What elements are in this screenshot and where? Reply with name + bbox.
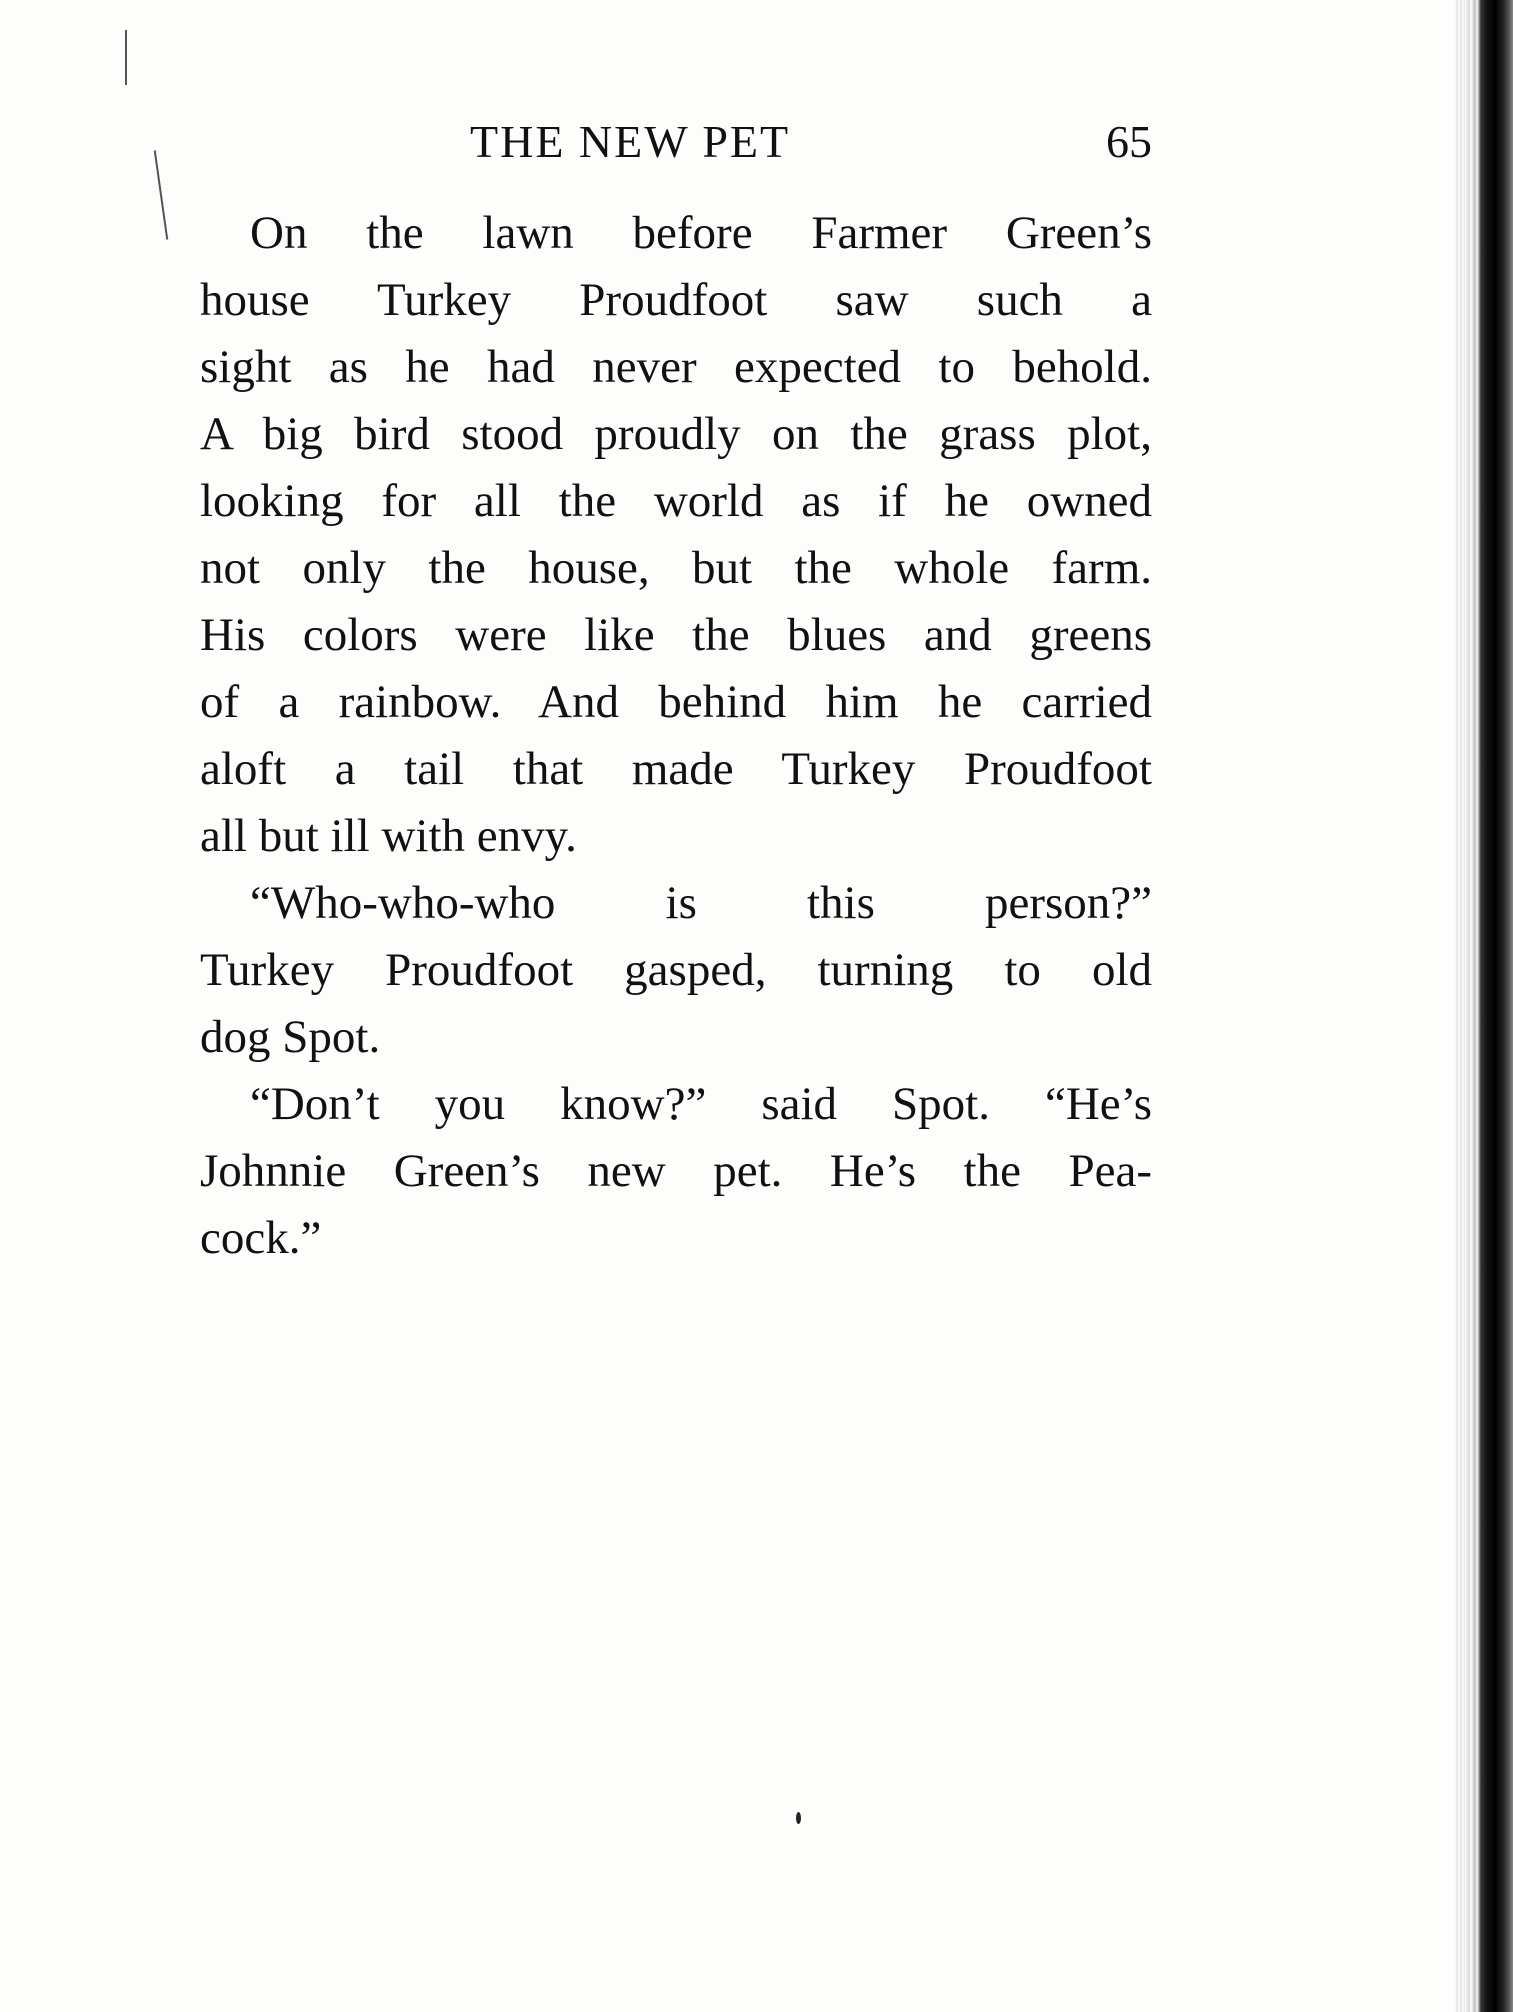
text-line: of a rainbow. And behind him he carried [200, 676, 1152, 728]
paragraph [200, 200, 1152, 870]
running-title: THE NEW PET [470, 116, 791, 167]
text-line: His colors were like the blues and greens [200, 609, 1152, 661]
text-line: cock.” [200, 1212, 322, 1264]
binding-edge-lines [1455, 0, 1465, 2012]
text-line: Johnnie Green’s new pet. He’s the Pea- [200, 1145, 1152, 1197]
body-text [200, 200, 1152, 1272]
page-number: 65 [1106, 116, 1152, 167]
text-line: “Don’t you know?” said Spot. “He’s [250, 1078, 1152, 1130]
text-line: Turkey Proudfoot gasped, turning to old [200, 944, 1152, 996]
paragraph [200, 870, 1152, 1071]
text-line: On the lawn before Farmer Green’s [250, 207, 1152, 259]
paragraph [200, 1071, 1152, 1272]
text-line: A big bird stood proudly on the grass plot, [200, 408, 1152, 460]
text-line: sight as he had never expected to behold. [200, 341, 1152, 393]
text-line: aloft a tail that made Turkey Proudfoot [200, 743, 1152, 795]
text-line: looking for all the world as if he owned [200, 475, 1152, 527]
text-line: house Turkey Proudfoot saw such a [200, 274, 1152, 326]
page-header [200, 112, 1152, 172]
ink-speck [796, 1812, 801, 1824]
text-line: “Who-who-who is this person?” [250, 877, 1152, 929]
text-line: not only the house, but the whole farm. [200, 542, 1152, 594]
text-line: all but ill with envy. [200, 810, 577, 862]
margin-scratch [125, 30, 127, 85]
margin-scratch [154, 150, 169, 239]
binding-gutter [1465, 0, 1513, 2012]
text-line: dog Spot. [200, 1011, 381, 1063]
